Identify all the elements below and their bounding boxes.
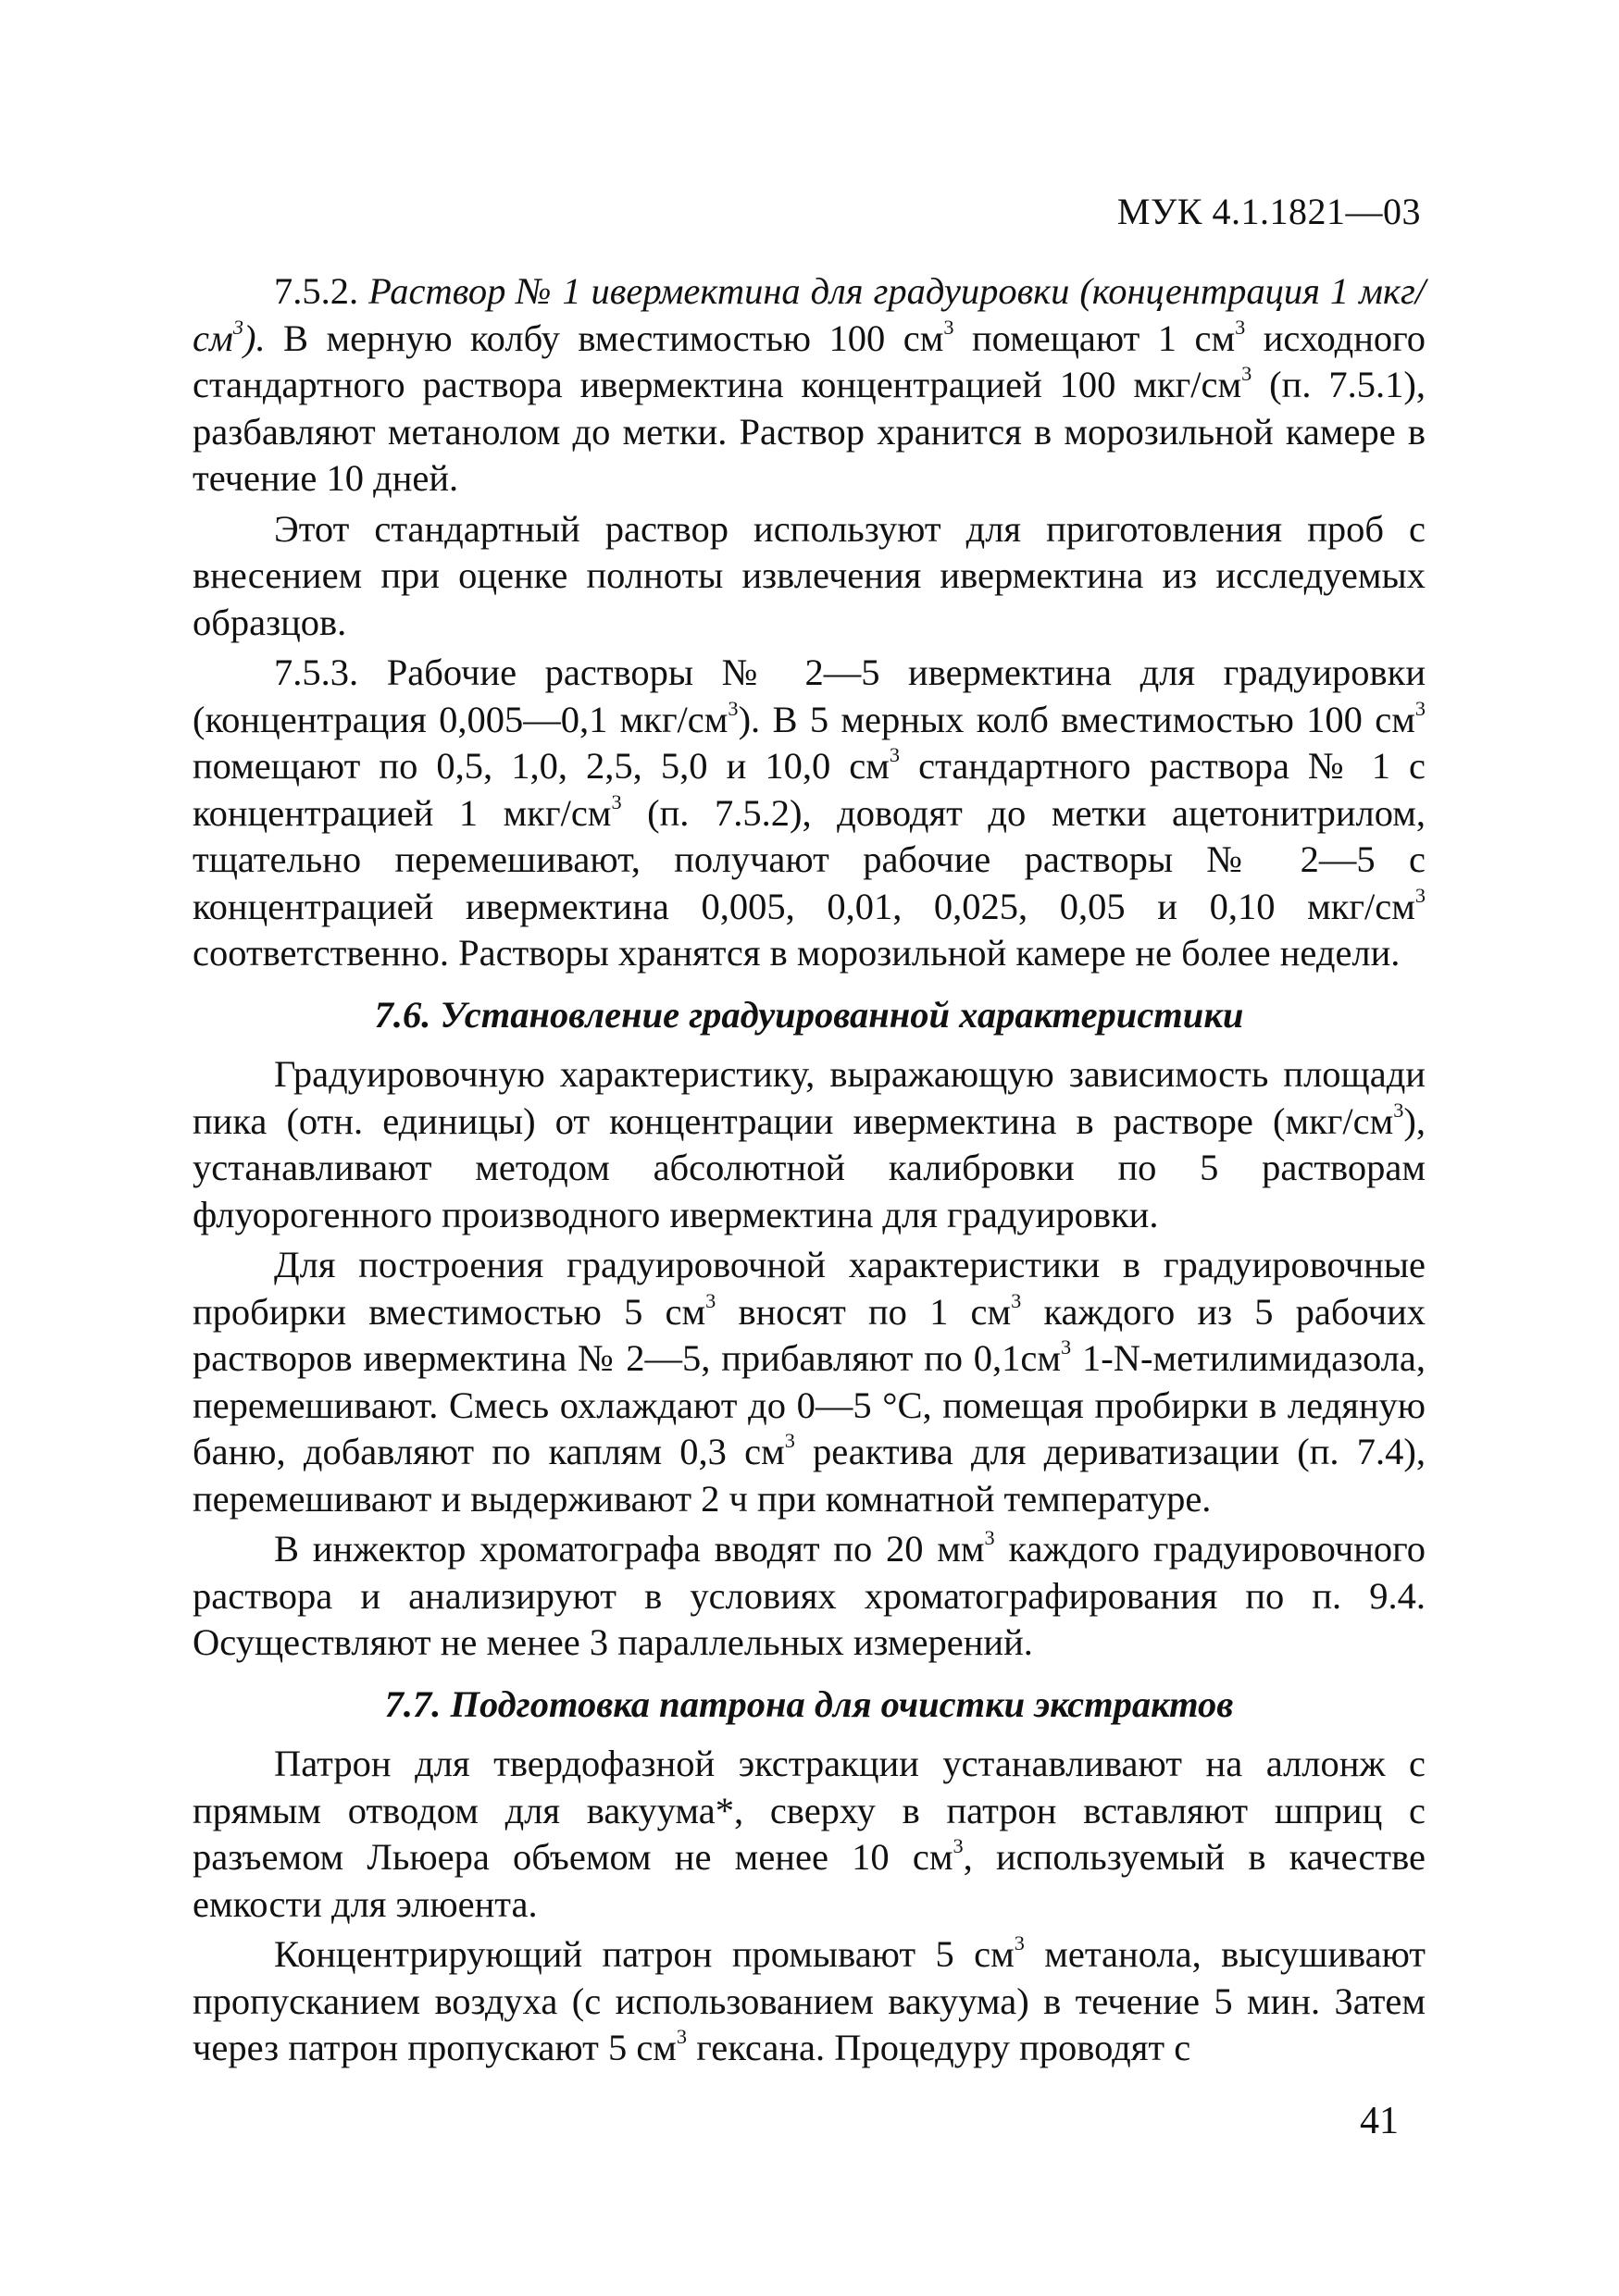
paragraph-7-7-b: Концентрирующий патрон промывают 5 $см^3$ метанола, высушивают пропусканием воздуха (с использованием вакуума) в течение 5 мин. Затем через патрон пропускают 5 $см^3$ гексана. Процедуру проводят с bbox=[193, 1931, 1426, 2068]
section-heading-7-6: 7.6. Установление градуированной характеристики bbox=[374, 993, 1244, 1036]
document-code: МУК 4.1.1821—03 bbox=[1116, 191, 1421, 232]
paragraph-7-7-a: Патрон для твердофазной экстракции устанавливают на аллонж с прямым отводом для вакуума*, сверху в патрон вставляют шприц с разъемом Льюера объемом не менее 10 $см^3$, используемый в качестве емкости для элюента. bbox=[193, 1743, 1426, 1925]
section-number: 7.5.2. bbox=[274, 270, 359, 312]
section-heading-7-7: 7.7. Подготовка патрона для очистки экстрактов bbox=[384, 1682, 1234, 1725]
paragraph-7-6-b: Для построения градуировочной характеристики в градуировочные пробирки вместимостью 5 $см^3$ вносят по 1 $см^3$ каждого из 5 рабочих растворов ивермектина № 2—5, прибавляют по $0,1см^3$ 1-N-метилимидазола, перемешивают. Смесь охлаждают до 0—5 °С, помещая пробирки в ледяную баню, добавляют по каплям 0,3 $см^3$ реактива для дериватизации (п. 7.4), перемешивают и выдерживают 2 ч при комнатной температуре. bbox=[193, 1244, 1426, 1520]
paragraph-7-5-3: 7.5.3. Рабочие растворы № 2—5 ивермектина для градуировки (концентрация 0,005—0,1 мкг/$см^3$). В 5 мерных колб вместимостью 100 $см^3$ помещают по 0,5, 1,0, 2,5, 5,0 и 10,0 $см^3$ стандартного раствора № 1 с концентрацией 1 мкг/$см^3$ (п. 7.5.2), доводят до метки ацетонитрилом, тщательно перемешивают, получают рабочие растворы № 2—5 с концентрацией ивермектина 0,005, 0,01, 0,025, 0,05 и 0,10 мкг/$см^3$ соответственно. Растворы хранятся в морозильной камере не более недели. bbox=[193, 652, 1426, 974]
paragraph-standard-solution: Этот стандартный раствор используют для приготовления проб с внесением при оценке полноты извлечения ивермектина из исследуемых образцов. bbox=[193, 507, 1426, 643]
page-body bbox=[193, 268, 1426, 2076]
page-number: 41 bbox=[1360, 2100, 1399, 2142]
section-title: Раствор № 1 ивермектина для градуировки (концентрация 1 мкг/ $см^3$). bbox=[193, 270, 1426, 359]
paragraph-7-6-c: В инжектор хроматографа вводят по 20 $мм^3$ каждого градуировочного раствора и анализируют в условиях хроматографирования по п. 9.4. Осуществляют не менее 3 параллельных измерений. bbox=[193, 1526, 1426, 1663]
paragraph-7-6-a: Градуировочную характеристику, выражающую зависимость площади пика (отн. единицы) от концентрации ивермектина в растворе $(мкг/см^3)$, устанавливают методом абсолютной калибровки по 5 растворам флуорогенного производного ивермектина для градуировки. bbox=[193, 1053, 1426, 1235]
paragraph-7-5-2: 7.5.2. Раствор № 1 ивермектина для градуировки (концентрация 1 мкг/ $см^3$). В мерную колбу вместимостью 100 $см^3$ помещают 1 $см^3$ исходного стандартного раствора ивермектина концентрацией 100 мкг/$см^3$ (п. 7.5.1), разбавляют метанолом до метки. Раствор хранится в морозильной камере в течение 10 дней. bbox=[193, 270, 1426, 499]
